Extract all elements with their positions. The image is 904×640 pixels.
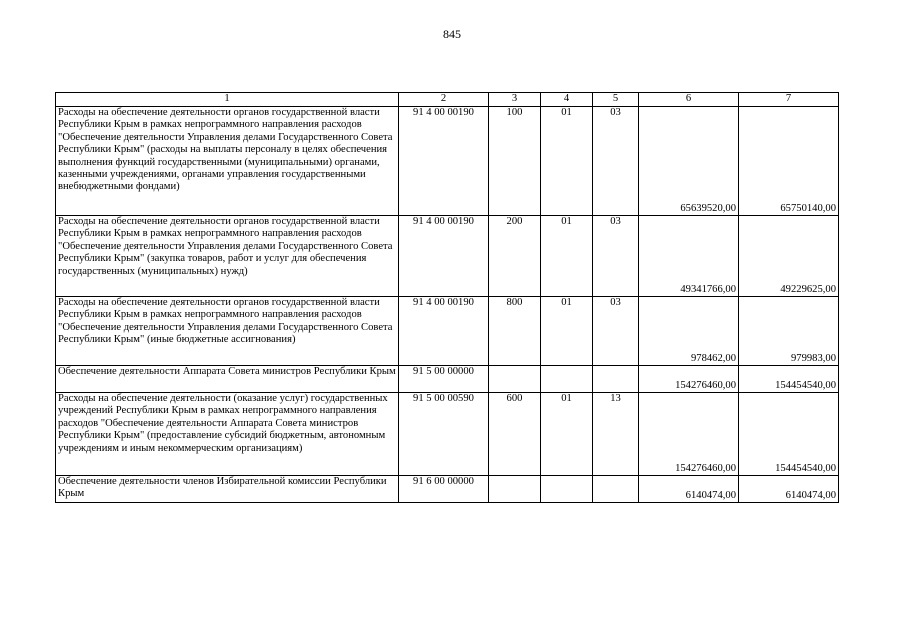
- row-sum-year-1: 154276460,00: [639, 393, 739, 476]
- row-subsection: 03: [593, 107, 639, 216]
- table-row: [56, 297, 839, 366]
- row-sum-year-2: 65750140,00: [739, 107, 839, 216]
- row-expense-type: 800: [489, 297, 541, 366]
- row-sum-year-1: 6140474,00: [639, 476, 739, 503]
- row-description: Расходы на обеспечение деятельности органов государственной власти Республики Крым в рамках непрограммного направления расходов "Обеспечение деятельности Управления делами Государственного Совета Республики Крым" (закупка товаров, работ и услуг для обеспечения государственных (муниципальных) нужд): [56, 216, 399, 297]
- row-code: 91 4 00 00190: [399, 297, 489, 366]
- row-expense-type: 200: [489, 216, 541, 297]
- row-description: Расходы на обеспечение деятельности органов государственной власти Республики Крым в рамках непрограммного направления расходов "Обеспечение деятельности Управления делами Государственного Совета Республики Крым" (иные бюджетные ассигнования): [56, 297, 399, 366]
- row-description: Расходы на обеспечение деятельности органов государственной власти Республики Крым в рамках непрограммного направления расходов "Обеспечение деятельности Управления делами Государственного Совета Республики Крым" (расходы на выплаты персоналу в целях обеспечения выполнения функций государственными (муниципальными) органами, казенными учреждениями, органами управления государственными внебюджетными фондами): [56, 107, 399, 216]
- row-subsection: 13: [593, 393, 639, 476]
- row-expense-type: 600: [489, 393, 541, 476]
- column-header: 5: [593, 93, 639, 107]
- row-subsection: [593, 366, 639, 393]
- table-row: [56, 107, 839, 216]
- row-description: Обеспечение деятельности Аппарата Совета министров Республики Крым: [56, 366, 399, 393]
- row-section: 01: [541, 393, 593, 476]
- column-header: 3: [489, 93, 541, 107]
- table-header-row: [56, 93, 839, 107]
- column-header: 2: [399, 93, 489, 107]
- row-section: 01: [541, 216, 593, 297]
- row-code: 91 5 00 00590: [399, 393, 489, 476]
- row-sum-year-1: 65639520,00: [639, 107, 739, 216]
- row-code: 91 4 00 00190: [399, 107, 489, 216]
- row-subsection: [593, 476, 639, 503]
- row-code: 91 4 00 00190: [399, 216, 489, 297]
- row-subsection: 03: [593, 297, 639, 366]
- table-row: [56, 476, 839, 503]
- row-sum-year-2: 49229625,00: [739, 216, 839, 297]
- row-sum-year-2: 6140474,00: [739, 476, 839, 503]
- row-expense-type: 100: [489, 107, 541, 216]
- budget-table: [55, 92, 839, 503]
- table-row: [56, 216, 839, 297]
- row-description: Обеспечение деятельности членов Избирательной комиссии Республики Крым: [56, 476, 399, 503]
- row-section: [541, 476, 593, 503]
- column-header: 7: [739, 93, 839, 107]
- page-number: 845: [443, 27, 461, 41]
- row-sum-year-1: 154276460,00: [639, 366, 739, 393]
- row-sum-year-2: 154454540,00: [739, 393, 839, 476]
- row-sum-year-2: 979983,00: [739, 297, 839, 366]
- row-sum-year-2: 154454540,00: [739, 366, 839, 393]
- column-header: 4: [541, 93, 593, 107]
- row-description: Расходы на обеспечение деятельности (оказание услуг) государственных учреждений Республики Крым в рамках непрограммного направления расходов "Обеспечение деятельности Аппарата Совета министров Республики Крым" (предоставление субсидий бюджетным, автономным учреждениям и иным некоммерческим организациям): [56, 393, 399, 476]
- row-subsection: 03: [593, 216, 639, 297]
- row-section: [541, 366, 593, 393]
- column-header: 1: [56, 93, 399, 107]
- row-code: 91 6 00 00000: [399, 476, 489, 503]
- row-code: 91 5 00 00000: [399, 366, 489, 393]
- row-section: 01: [541, 297, 593, 366]
- column-header: 6: [639, 93, 739, 107]
- row-expense-type: [489, 366, 541, 393]
- row-section: 01: [541, 107, 593, 216]
- table-row: [56, 393, 839, 476]
- table-row: [56, 366, 839, 393]
- row-expense-type: [489, 476, 541, 503]
- row-sum-year-1: 978462,00: [639, 297, 739, 366]
- row-sum-year-1: 49341766,00: [639, 216, 739, 297]
